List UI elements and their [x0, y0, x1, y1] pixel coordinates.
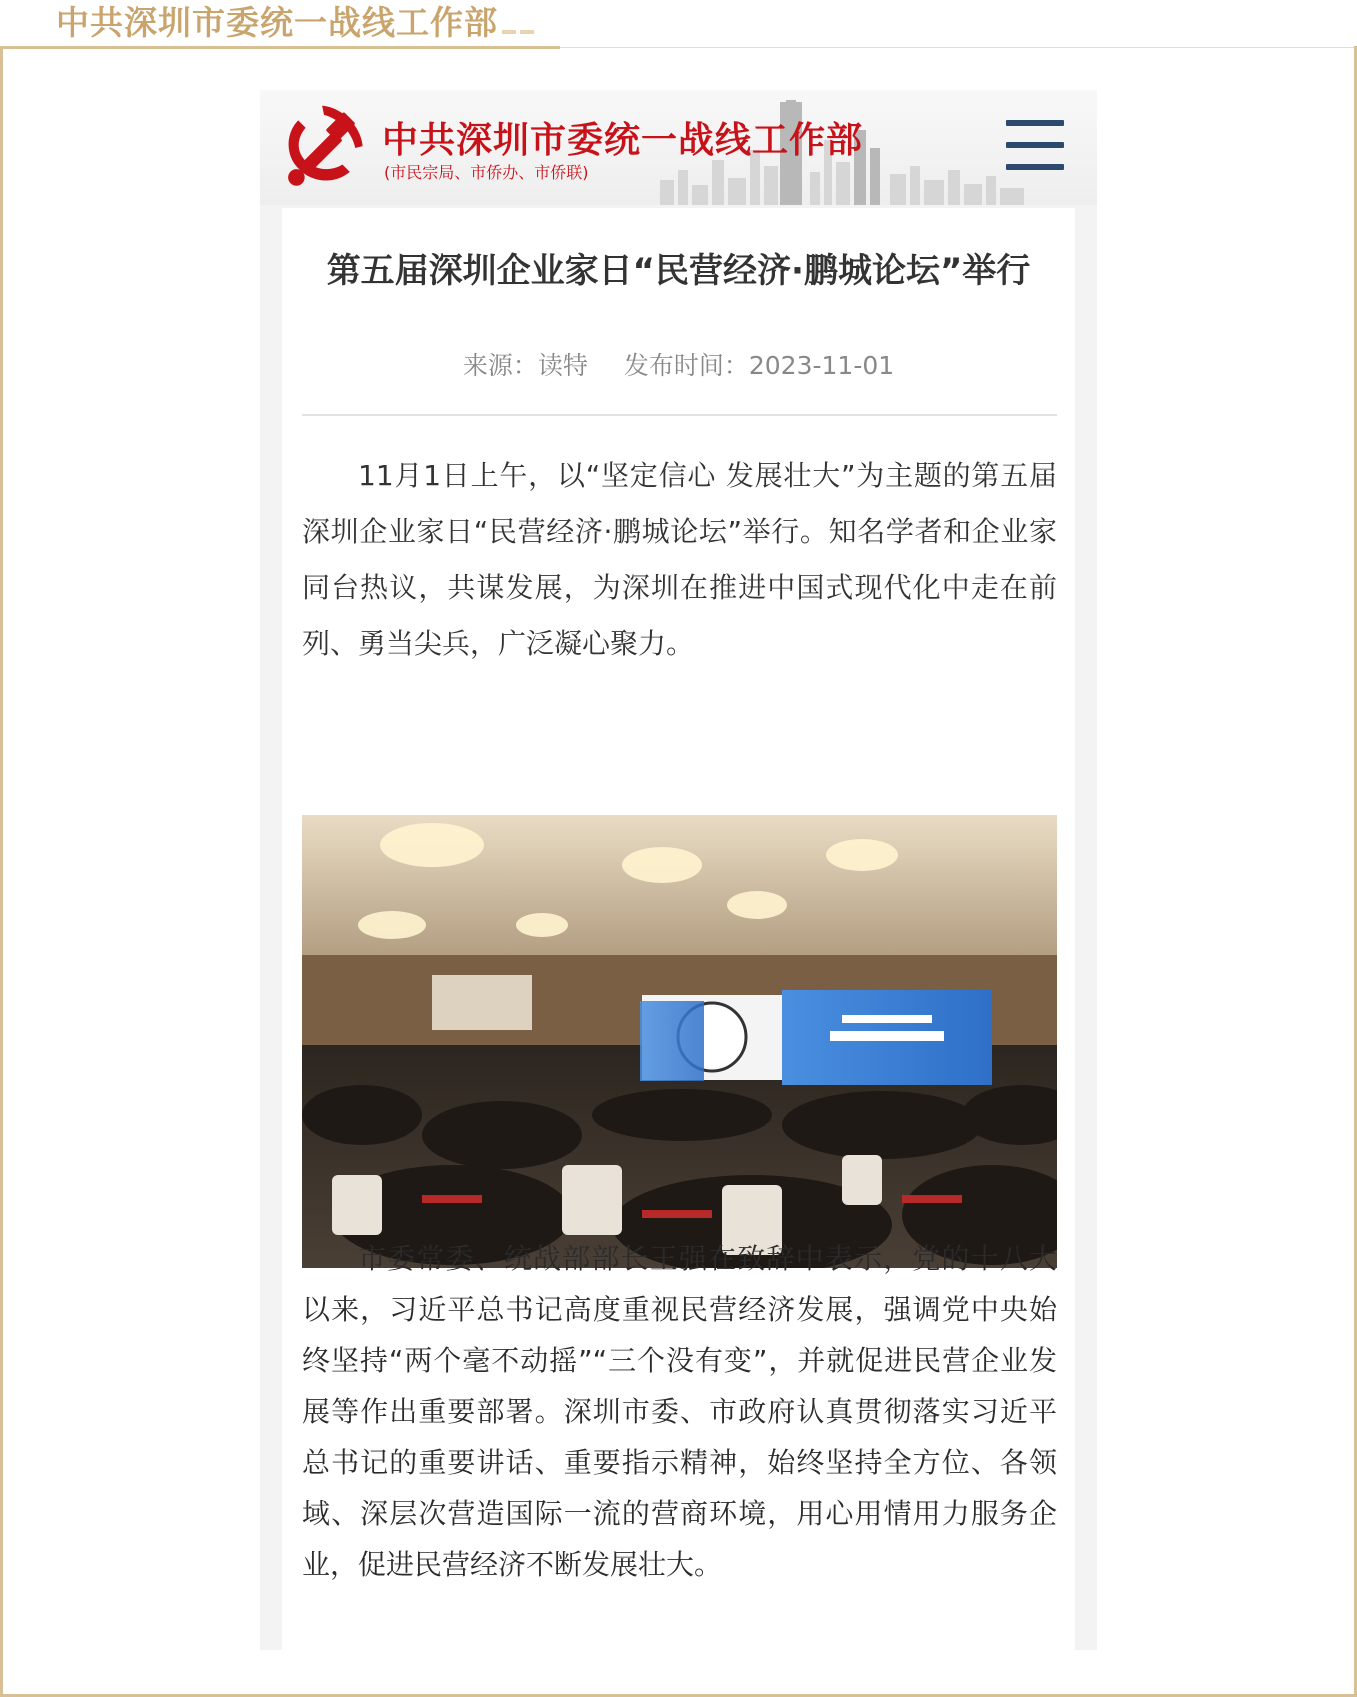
article-paragraph: 11月1日上午，以“坚定信心 发展壮大”为主题的第五届深圳企业家日“民营经济·鹏城论坛”举行。知名学者和企业家同台热议，共谋发展，为深圳在推进中国式现代化中走在前列、勇当尖兵，广泛凝心聚力。: [302, 459, 1057, 660]
conference-hall-photo: [302, 815, 1057, 1268]
hammer-sickle-icon: [278, 102, 370, 194]
caption-decoration: [502, 30, 516, 34]
conference-photo-illustration: [302, 815, 1057, 1268]
menu-bar: [1006, 120, 1064, 126]
mobile-page-screenshot: [260, 90, 1097, 1650]
article-publish-date: 发布时间：2023-11-01: [623, 351, 895, 380]
article-card: [282, 208, 1075, 1650]
outer-caption-title: [56, 0, 534, 46]
divider: [302, 414, 1057, 416]
frame-border-top: [0, 46, 560, 49]
site-subtitle: (市民宗局、市侨办、市侨联): [384, 163, 589, 182]
article-title: 第五届深圳企业家日“民营经济·鹏城论坛”举行: [326, 251, 1031, 291]
frame-border-top-thin: [560, 47, 1357, 48]
caption-decoration: [520, 30, 534, 34]
hamburger-menu-icon[interactable]: [1006, 120, 1064, 172]
frame-border-left: [0, 46, 3, 1697]
menu-bar: [1006, 142, 1064, 148]
site-name: 中共深圳市委统一战线工作部: [382, 119, 864, 161]
outer-caption-text: 中共深圳市委统一战线工作部: [56, 3, 498, 42]
article-meta: [282, 346, 1075, 382]
article-source: 来源：读特: [462, 351, 588, 380]
menu-bar: [1006, 164, 1064, 170]
article-paragraph: 市委常委、统战部部长王强在致辞中表示，党的十八大以来，习近平总书记高度重视民营经济发展，强调党中央始终坚持“两个毫不动摇”“三个没有变”，并就促进民营企业发展等作出重要部署。深圳市委、市政府认真贯彻落实习近平总书记的重要讲话、重要指示精神，始终坚持全方位、各领域、深层次营造国际一流的营商环境，用心用情用力服务企业，促进民营经济不断发展壮大。: [302, 1242, 1057, 1581]
site-header: [260, 90, 1097, 205]
